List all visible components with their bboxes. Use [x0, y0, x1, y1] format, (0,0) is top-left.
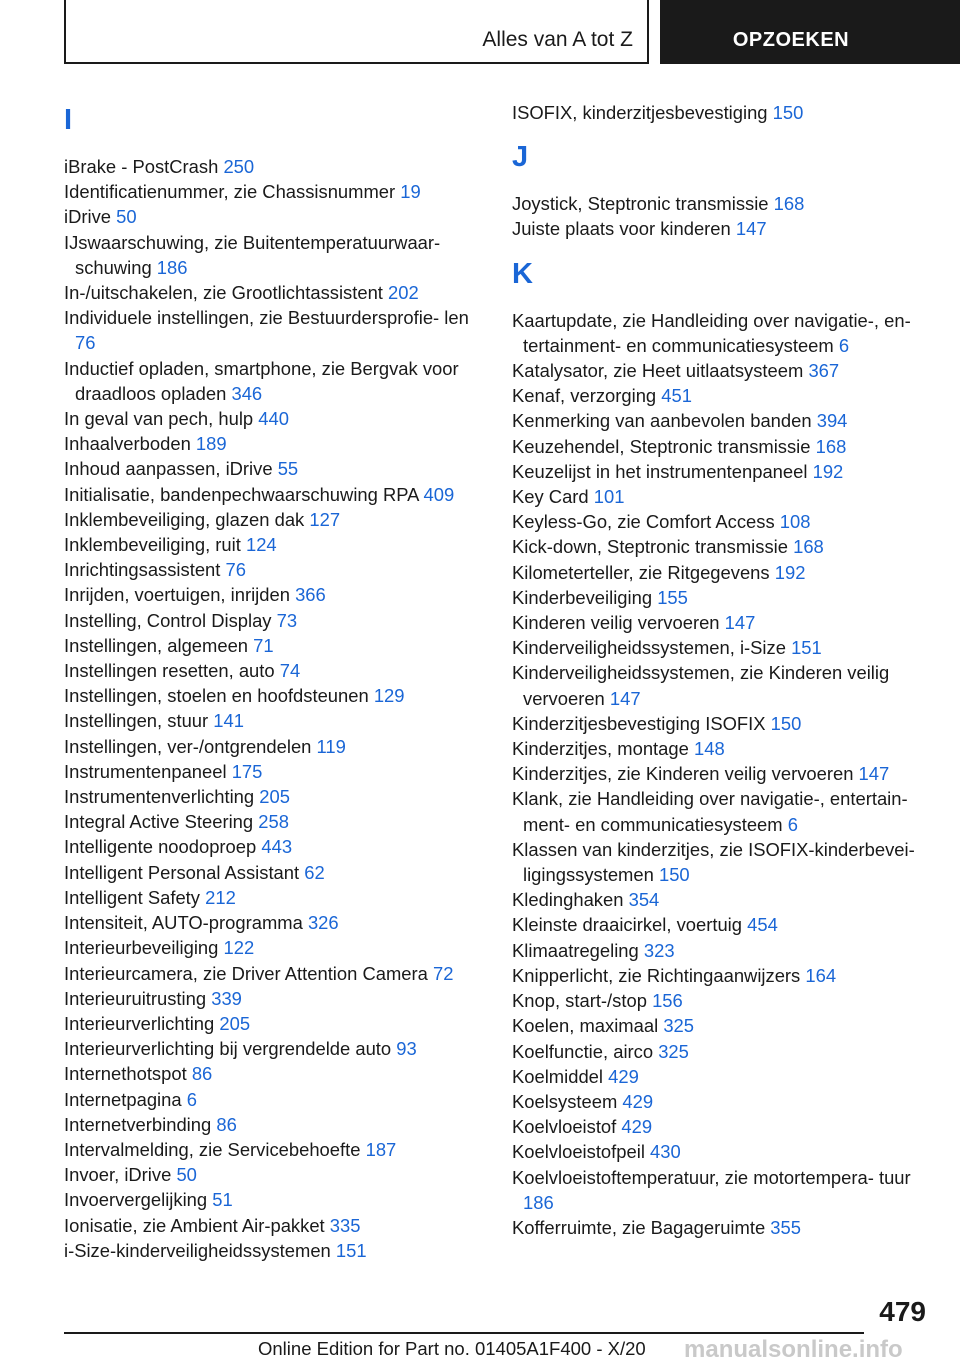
index-entry-text: Koelfunctie, airco	[512, 1040, 654, 1062]
index-entry	[512, 786, 942, 836]
index-entry	[64, 507, 494, 532]
page-link[interactable]: 141	[213, 710, 244, 732]
index-entry	[64, 1061, 494, 1086]
index-entry	[512, 963, 942, 988]
index-entry-text: Kofferruimte, zie Bagageruimte	[512, 1216, 766, 1238]
index-entry	[64, 759, 494, 784]
footer-divider	[64, 1332, 864, 1334]
index-entry-text: Kick-down, Steptronic transmissie	[512, 536, 788, 558]
page-link[interactable]: 147	[609, 687, 641, 709]
page-link[interactable]: 325	[658, 1040, 689, 1062]
index-entry	[64, 885, 494, 910]
index-entry	[512, 736, 942, 761]
page-link[interactable]: 76	[75, 332, 96, 354]
page-link[interactable]: 189	[195, 433, 227, 455]
index-entry	[512, 610, 942, 635]
index-entry	[64, 406, 494, 431]
index-entry	[64, 305, 494, 355]
index-entry	[64, 482, 494, 507]
index-entry-text: Internetpagina	[64, 1088, 182, 1110]
index-entry-text: Invoer, iDrive	[64, 1164, 172, 1186]
index-entry	[512, 534, 942, 559]
index-entry	[64, 1213, 494, 1238]
index-entry-text: Kenaf, verzorging	[512, 385, 657, 407]
index-entry-text: Kinderbeveiliging	[512, 586, 653, 608]
index-entry-text: iDrive	[64, 206, 112, 228]
page-link[interactable]: 147	[735, 218, 767, 240]
index-entry	[512, 887, 942, 912]
index-entry	[64, 834, 494, 859]
page-link[interactable]: 119	[316, 735, 346, 757]
index-entry	[512, 1013, 942, 1038]
index-entry-text: Klassen van kinderzitjes, zie ISOFIX-kinderbevei- ligingssystemen	[512, 838, 915, 886]
index-entry-text: Kilometerteller, zie Ritgegevens	[512, 561, 770, 583]
index-entry-text: Internethotspot	[64, 1063, 187, 1085]
index-entry-text: Interieurverlichting	[64, 1012, 215, 1034]
page-link[interactable]: 147	[858, 763, 890, 785]
section-letter: K	[512, 257, 533, 290]
section-letter: I	[64, 104, 73, 136]
index-entry	[512, 1039, 942, 1064]
index-entry-text: Intensiteit, AUTO-programma	[64, 912, 303, 934]
page-link[interactable]: 6	[186, 1088, 197, 1110]
page-link[interactable]: 346	[231, 382, 263, 404]
index-entry	[64, 1112, 494, 1137]
page-link[interactable]: 192	[774, 561, 806, 583]
index-entry-text: Individuele instellingen, zie Bestuurdersprofie- len	[64, 307, 469, 329]
page-link[interactable]: 187	[365, 1138, 397, 1160]
index-entry	[512, 408, 942, 433]
header-tabs	[64, 0, 960, 64]
index-entry-text: Koelmiddel	[512, 1065, 603, 1087]
page-link[interactable]: 429	[608, 1065, 639, 1087]
index-entry-text: Key Card	[512, 486, 589, 508]
page-link[interactable]: 443	[261, 836, 293, 858]
index-entry	[512, 1114, 942, 1139]
index-entry-text: Keuzelijst in het instrumentenpaneel	[512, 460, 808, 482]
index-entry-text: Inrichtingsassistent	[64, 559, 221, 581]
index-entry	[512, 761, 942, 786]
page-link[interactable]: 186	[523, 1191, 554, 1213]
page-link[interactable]: 454	[747, 914, 778, 936]
index-entry-text: Keyless-Go, zie Comfort Access	[512, 511, 775, 533]
page-link[interactable]: 6	[838, 334, 850, 356]
page-link[interactable]: 394	[816, 410, 848, 432]
index-entry	[64, 1187, 494, 1212]
page-link[interactable]: 323	[643, 939, 675, 961]
page-link[interactable]: 175	[231, 760, 263, 782]
index-entry	[512, 1165, 942, 1215]
index-entry-text: Juiste plaats voor kinderen	[512, 218, 731, 240]
page-link[interactable]: 205	[259, 786, 290, 808]
index-entry	[512, 1215, 942, 1240]
index-entry	[64, 784, 494, 809]
index-entry	[512, 660, 942, 710]
index-entry	[512, 1089, 942, 1114]
index-entry-text: Interieurverlichting bij vergrendelde auto	[64, 1038, 392, 1060]
page-link[interactable]: 19	[400, 181, 421, 203]
index-entry	[512, 191, 942, 216]
page-link[interactable]: 73	[276, 609, 298, 631]
index-entry	[512, 459, 942, 484]
index-entry-text: Klimaatregeling	[512, 939, 639, 961]
index-entry-text: Knop, start-/stop	[512, 990, 647, 1012]
page-link[interactable]: 430	[650, 1141, 681, 1163]
index-entry-text: Koelsysteem	[512, 1090, 618, 1112]
index-entry-text: Inklembeveiliging, ruit	[64, 534, 241, 556]
page-link[interactable]: 108	[779, 511, 811, 533]
index-entry-text: Ionisatie, zie Ambient Air-pakket	[64, 1214, 325, 1236]
page-link[interactable]: 212	[205, 886, 236, 908]
index-entry	[64, 356, 494, 406]
index-entry-text: Inhoud aanpassen, iDrive	[64, 458, 273, 480]
page-link[interactable]: 355	[770, 1216, 801, 1238]
tab-alphabetical[interactable]	[64, 0, 649, 64]
page-link[interactable]: 127	[309, 508, 341, 530]
index-entry	[512, 1139, 942, 1164]
index-entry	[512, 837, 942, 887]
index-entry	[512, 912, 942, 937]
index-entry-text: Koelen, maximaal	[512, 1015, 659, 1037]
page-link[interactable]: 50	[176, 1164, 197, 1186]
page-link[interactable]: 409	[423, 483, 455, 505]
index-entry	[64, 658, 494, 683]
index-entry-text: Joystick, Steptronic transmissie	[512, 193, 769, 215]
page-link[interactable]: 6	[787, 813, 798, 835]
index-entry	[64, 456, 494, 481]
index-entry-text: Internetverbinding	[64, 1113, 212, 1135]
index-entry-text: Koelvloeistoftemperatuur, zie motortempera- tuur	[512, 1166, 911, 1188]
section-letter: J	[512, 141, 529, 174]
index-entry-text: Intelligent Safety	[64, 886, 200, 908]
index-entry-text: Integral Active Steering	[64, 811, 254, 833]
index-entry	[512, 1064, 942, 1089]
page-link[interactable]: 101	[593, 486, 625, 508]
index-entry-text: Instellingen, stuur	[64, 710, 209, 732]
page-link[interactable]: 429	[621, 1116, 653, 1138]
index-entry	[64, 532, 494, 557]
page-link[interactable]: 55	[277, 458, 299, 480]
index-entry	[64, 809, 494, 834]
page-link[interactable]: 440	[258, 408, 289, 430]
page-link[interactable]: 151	[791, 637, 822, 659]
index-entry	[64, 961, 494, 986]
index-entry	[64, 280, 494, 305]
index-column-left	[64, 100, 494, 1263]
index-entry	[512, 484, 942, 509]
index-entry	[512, 216, 942, 241]
page-link[interactable]: 367	[808, 360, 840, 382]
index-entry	[64, 1137, 494, 1162]
page-link[interactable]: 93	[396, 1038, 417, 1060]
index-entry	[512, 358, 942, 383]
page-number: 479	[879, 1296, 926, 1327]
page-link[interactable]: 150	[772, 102, 804, 123]
index-entry-text: Kinderveiligheidssystemen, zie Kinderen veilig vervoeren	[512, 662, 890, 709]
index-entry-text: Intervalmelding, zie Servicebehoefte	[64, 1138, 361, 1160]
tab-alphabetical-label: Alles van A tot Z	[482, 28, 633, 51]
index-entry-text: Kenmerking van aanbevolen banden	[512, 410, 812, 432]
page-link[interactable]: 72	[433, 962, 454, 984]
index-entry	[512, 100, 942, 125]
index-entry-text: Identificatienummer, zie Chassisnummer	[64, 181, 396, 203]
index-entry-text: Katalysator, zie Heet uitlaatsysteem	[512, 360, 804, 382]
page-link[interactable]: 366	[295, 584, 326, 606]
index-entry-text: Instrumentenpaneel	[64, 760, 227, 782]
page-link[interactable]: 164	[805, 964, 837, 986]
index-entry	[64, 1238, 494, 1263]
index-entry	[512, 383, 942, 408]
page-link[interactable]: 192	[812, 460, 844, 482]
index-entry	[64, 1162, 494, 1187]
index-entry	[64, 1011, 494, 1036]
page-link[interactable]: 150	[770, 712, 802, 734]
index-entry	[64, 910, 494, 935]
page-link[interactable]: 76	[225, 559, 246, 581]
index-entry	[512, 938, 942, 963]
index-entry-text: Intelligent Personal Assistant	[64, 861, 300, 883]
index-entry-text: Intelligente noodoproep	[64, 836, 257, 858]
index-entry-text: Instellingen, algemeen	[64, 634, 249, 656]
tab-search[interactable]	[660, 0, 960, 64]
index-entry-text: Instellingen, stoelen en hoofdsteunen	[64, 685, 369, 707]
page-link[interactable]: 129	[373, 685, 405, 707]
index-entry	[64, 935, 494, 960]
index-entry	[64, 1036, 494, 1061]
page-link[interactable]: 51	[212, 1189, 233, 1211]
page-link[interactable]: 250	[223, 156, 255, 177]
page-link[interactable]: 339	[211, 987, 242, 1009]
index-entry	[64, 204, 494, 229]
page-link[interactable]: 168	[793, 536, 824, 558]
index-entry-text: iBrake - PostCrash	[64, 156, 219, 177]
index-entry-text: Kinderzitjes, zie Kinderen veilig vervoeren	[512, 763, 854, 785]
page-link[interactable]: 156	[652, 990, 683, 1012]
index-entry-text: IJswaarschuwing, zie Buitentemperatuurwaar- schuwing	[64, 231, 441, 278]
index-entry	[64, 683, 494, 708]
index-entry-text: In geval van pech, hulp	[64, 408, 254, 430]
index-entry-text: Kinderveiligheidssystemen, i-Size	[512, 637, 786, 659]
index-entry	[64, 154, 494, 179]
index-entry	[512, 560, 942, 585]
page-link[interactable]: 151	[335, 1239, 367, 1261]
page-link[interactable]: 202	[388, 282, 419, 304]
index-entry-text: Klank, zie Handleiding over navigatie-, entertain- ment- en communicatiesysteem	[512, 788, 908, 835]
index-entry	[512, 308, 942, 358]
index-entry	[64, 860, 494, 885]
index-entry	[64, 230, 494, 280]
page-link[interactable]: 50	[116, 206, 137, 228]
index-entry-text: Knipperlicht, zie Richtingaanwijzers	[512, 964, 801, 986]
page-link[interactable]: 258	[258, 811, 289, 833]
index-entry	[64, 608, 494, 633]
page-link[interactable]: 86	[216, 1113, 237, 1135]
index-entry-text: Interieurcamera, zie Driver Attention Camera	[64, 962, 428, 984]
index-entry-text: Kleinste draaicirkel, voertuig	[512, 914, 742, 936]
index-entry-text: Inrijden, voertuigen, inrijden	[64, 584, 290, 606]
index-entry	[64, 633, 494, 658]
index-entry	[64, 557, 494, 582]
index-entry	[512, 711, 942, 736]
index-entry-text: Inklembeveiliging, glazen dak	[64, 508, 305, 530]
index-entry	[512, 434, 942, 459]
index-entry-text: Kinderen veilig vervoeren	[512, 612, 720, 634]
index-entry	[512, 635, 942, 660]
page-link[interactable]: 148	[693, 738, 725, 760]
index-entry	[512, 988, 942, 1013]
page-link[interactable]: 325	[663, 1015, 694, 1037]
index-entry	[512, 509, 942, 534]
index-entry-text: ISOFIX, kinderzitjesbevestiging	[512, 102, 768, 123]
index-entry-text: Interieurbeveiliging	[64, 937, 219, 959]
page-link[interactable]: 205	[219, 1012, 251, 1034]
footer-edition-text: Online Edition for Part no. 01405A1F400 - X/20	[258, 1338, 646, 1359]
index-entry-text: Kledinghaken	[512, 889, 624, 911]
page-link[interactable]: 155	[657, 586, 688, 608]
index-entry-text: i-Size-kinderveiligheidssystemen	[64, 1239, 331, 1261]
page-link[interactable]: 326	[307, 912, 339, 934]
index-entry	[64, 708, 494, 733]
index-column-right	[512, 100, 942, 1240]
page-link[interactable]: 335	[329, 1214, 361, 1236]
tab-search-label: OPZOEKEN	[732, 29, 850, 51]
page-link[interactable]: 86	[191, 1063, 213, 1085]
page-link[interactable]: 168	[815, 435, 847, 457]
page-link[interactable]: 147	[724, 612, 756, 634]
index-entry-text: Initialisatie, bandenpechwaarschuwing RPA	[64, 483, 419, 505]
index-entry-text: Kaartupdate, zie Handleiding over navigatie-, en- tertainment- en communicatiesysteem	[512, 309, 911, 356]
page-link[interactable]: 186	[156, 256, 188, 278]
index-entry-text: Keuzehendel, Steptronic transmissie	[512, 435, 811, 457]
index-entry-text: Instrumentenverlichting	[64, 786, 255, 808]
page-link[interactable]: 451	[661, 385, 692, 407]
page-link[interactable]: 74	[279, 660, 301, 682]
page-link[interactable]: 62	[304, 861, 325, 883]
page-link[interactable]: 168	[773, 193, 805, 215]
index-entry	[64, 986, 494, 1011]
page-link[interactable]: 122	[223, 937, 255, 959]
index-entry-text: Kinderzitjesbevestiging ISOFIX	[512, 712, 766, 734]
index-entry-text: Interieuruitrusting	[64, 987, 207, 1009]
index-entry	[512, 585, 942, 610]
page-link[interactable]: 71	[253, 634, 274, 656]
index-entry-text: In-/uitschakelen, zie Grootlichtassistent	[64, 282, 383, 304]
page-link[interactable]: 354	[628, 889, 660, 911]
index-entry-text: Inhaalverboden	[64, 433, 191, 455]
footer-watermark: manualsonline.info	[684, 1336, 903, 1362]
index-entry-text: Instellingen, ver-/ontgrendelen	[64, 735, 312, 757]
index-entry-text: Instellingen resetten, auto	[64, 660, 275, 682]
index-entry	[64, 1087, 494, 1112]
index-entry-text: Inductief opladen, smartphone, zie Bergvak voor draadloos opladen	[64, 357, 459, 404]
index-entry-text: Koelvloeistofpeil	[512, 1141, 645, 1163]
index-entry	[64, 431, 494, 456]
index-entry-text: Koelvloeistof	[512, 1116, 617, 1138]
page-link[interactable]: 124	[245, 534, 277, 556]
index-entry	[64, 582, 494, 607]
index-entry-text: Kinderzitjes, montage	[512, 738, 689, 760]
index-entry	[64, 734, 494, 759]
index-entry-text: Invoervergelijking	[64, 1189, 208, 1211]
index-entry	[64, 179, 494, 204]
index-entry-text: Instelling, Control Display	[64, 609, 272, 631]
page-link[interactable]: 150	[658, 864, 690, 886]
page-link[interactable]: 429	[622, 1090, 654, 1112]
